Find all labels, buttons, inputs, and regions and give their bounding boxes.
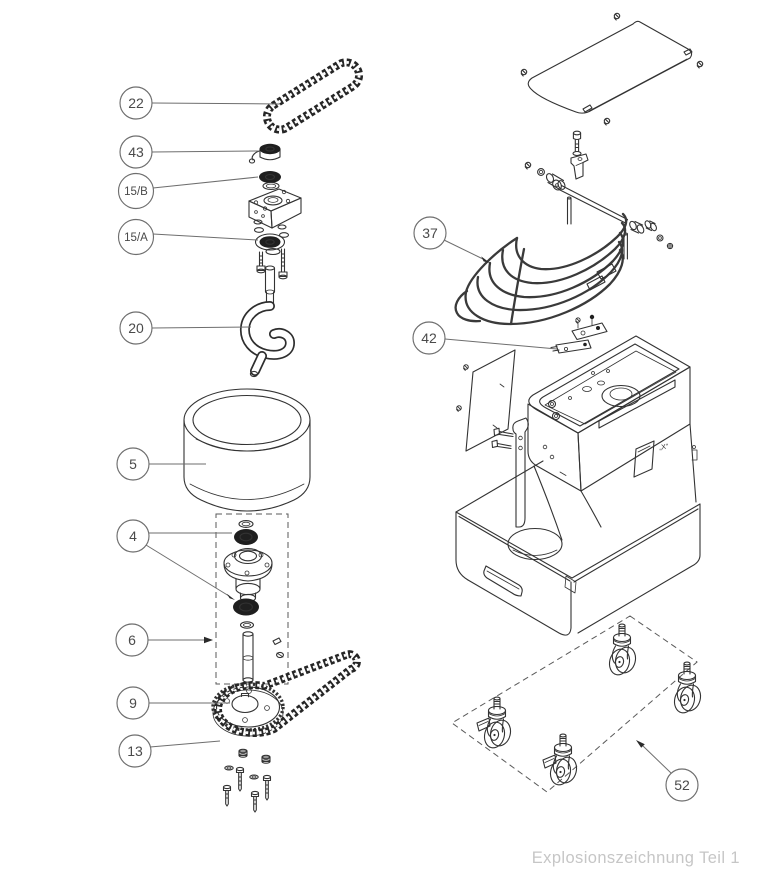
fastener-set	[224, 749, 271, 812]
small-sprocket	[249, 144, 280, 163]
gearbox-block	[249, 189, 301, 228]
safety-guard	[456, 214, 627, 324]
callout-label: 4	[129, 528, 137, 544]
callout-label: 42	[421, 330, 437, 346]
callout-label: 5	[129, 456, 137, 472]
support-arm	[551, 178, 673, 248]
switch-bracket	[551, 315, 607, 353]
callout-43	[120, 136, 258, 168]
hinge-hardware	[525, 131, 588, 190]
callout-15b	[119, 174, 259, 209]
flange-hub-group	[224, 521, 283, 683]
caster-with-brake	[543, 734, 579, 787]
callout-13	[119, 735, 220, 767]
callout-label: 15/B	[124, 186, 148, 198]
body-mark: „X“	[658, 443, 669, 452]
callout-label: 43	[128, 144, 144, 160]
callout-37	[414, 217, 490, 263]
callout-label: 13	[127, 743, 143, 759]
callout-label: 52	[674, 777, 690, 793]
callout-22	[120, 87, 280, 119]
drive-chain-bottom	[218, 654, 357, 733]
callout-label: 6	[128, 632, 136, 648]
callout-5	[117, 448, 206, 480]
callout-label: 9	[129, 695, 137, 711]
machine-body	[456, 336, 700, 635]
callout-15a	[119, 220, 259, 255]
mixing-bowl	[184, 389, 310, 511]
callout-6	[116, 624, 213, 656]
drawing-caption: Explosionszeichnung Teil 1	[531, 849, 740, 867]
callout-42	[413, 322, 557, 354]
callout-4	[117, 520, 235, 600]
caster	[607, 624, 638, 677]
drive-chain-top	[262, 57, 364, 134]
guard-posts	[568, 197, 628, 259]
stud-bolts	[257, 249, 287, 279]
callout-label: 37	[422, 225, 438, 241]
dashed-box-casters	[452, 616, 697, 792]
lid-cover	[521, 13, 703, 125]
callout-label: 20	[128, 320, 144, 336]
callout-52	[636, 740, 698, 801]
bearing-15b	[259, 171, 281, 190]
callout-label: 15/A	[124, 232, 148, 244]
callout-20	[120, 312, 251, 344]
callout-label: 22	[128, 95, 144, 111]
spiral-hook	[245, 266, 290, 377]
